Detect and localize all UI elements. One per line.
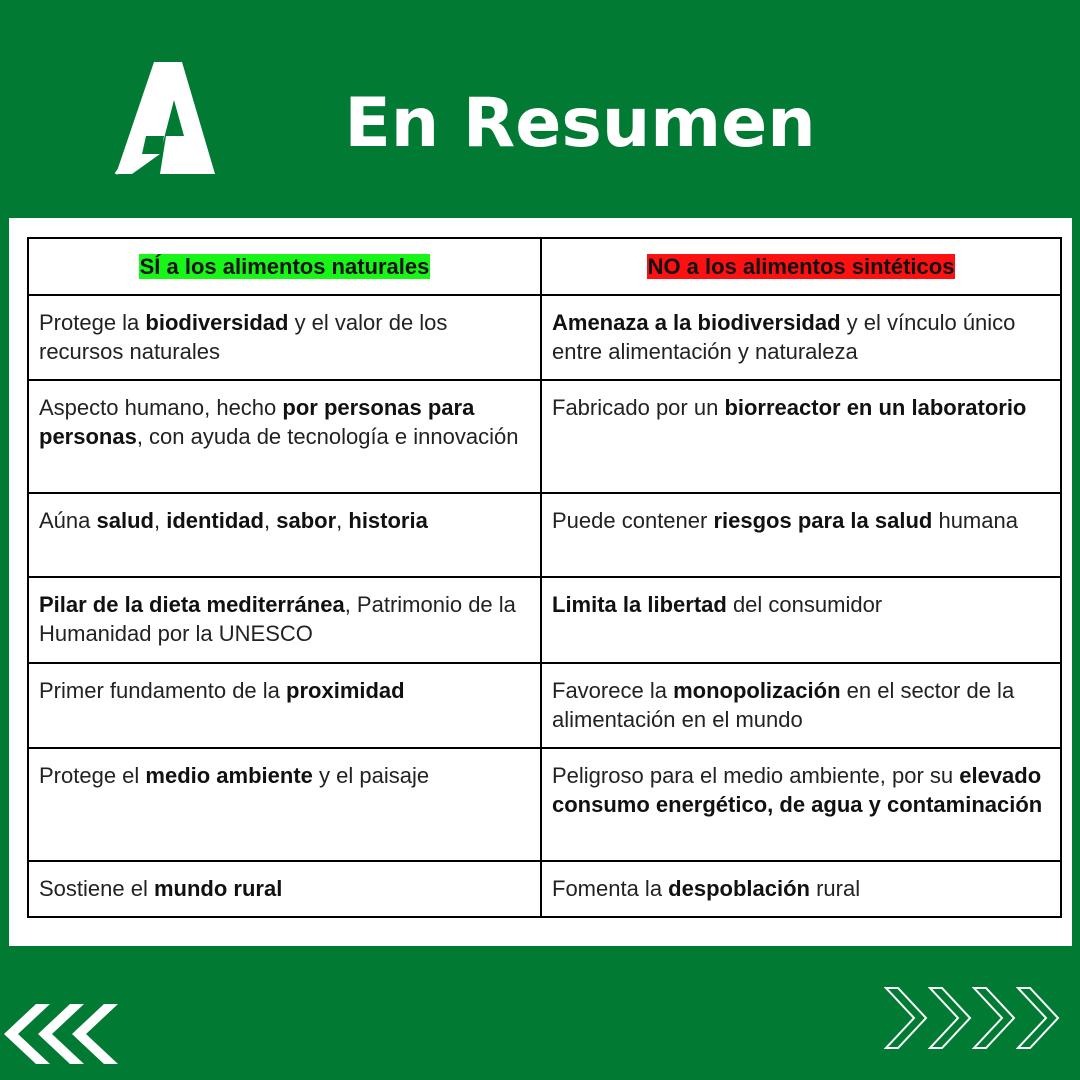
- table-row: [28, 380, 1061, 493]
- cell-yes: [28, 861, 541, 917]
- bold-text: Limita la libertad: [552, 592, 727, 617]
- bold-text: elevado consumo energético, de agua y contaminación: [552, 763, 1043, 817]
- text: Peligroso para el medio ambiente, por su: [552, 763, 960, 788]
- table-row: [28, 577, 1061, 663]
- table-header-row: [28, 238, 1061, 295]
- bold-text: biodiversidad: [145, 310, 289, 335]
- chevrons-right-icon: [884, 986, 1064, 1050]
- bold-text: Pilar de la dieta mediterránea: [39, 592, 345, 617]
- text: ,: [336, 508, 349, 533]
- text: y el valor de los recursos naturales: [39, 310, 448, 364]
- header-yes: [28, 238, 541, 295]
- bold-text: medio ambiente: [145, 763, 313, 788]
- summary-panel: [9, 218, 1072, 946]
- bold-text: monopolización: [673, 678, 841, 703]
- bold-text: Amenaza a la biodiversidad: [552, 310, 841, 335]
- next-button[interactable]: [884, 986, 1064, 1050]
- page-title: En Resumen: [344, 84, 816, 163]
- text: humana: [932, 508, 1018, 533]
- cell-no: [541, 861, 1061, 917]
- bold-text: salud: [96, 508, 154, 533]
- text: Sostiene el: [39, 876, 154, 901]
- text: en el sector de la alimentación en el mundo: [552, 678, 1015, 732]
- cell-yes: [28, 380, 541, 493]
- text: ,: [263, 508, 277, 533]
- table-row: [28, 295, 1061, 380]
- cell-yes: [28, 577, 541, 663]
- bold-text: mundo rural: [153, 876, 283, 901]
- text: Protege la: [39, 310, 146, 335]
- table-row: [28, 663, 1061, 748]
- text: Puede contener: [552, 508, 714, 533]
- table-row: [28, 861, 1061, 917]
- bold-text: proximidad: [286, 678, 405, 703]
- cell-yes: [28, 295, 541, 380]
- cell-no: [541, 380, 1061, 493]
- cell-yes: [28, 493, 541, 577]
- cell-no: [541, 295, 1061, 380]
- header-no-label: NO a los alimentos sintéticos: [647, 254, 955, 279]
- comparison-table: [27, 237, 1062, 918]
- cell-yes: [28, 663, 541, 748]
- text: Fabricado por un: [552, 395, 725, 420]
- text: Fomenta la: [552, 876, 669, 901]
- text: Protege el: [39, 763, 146, 788]
- bold-text: identidad: [166, 508, 264, 533]
- table-row: [28, 748, 1061, 861]
- cell-no: [541, 663, 1061, 748]
- text: del consumidor: [726, 592, 883, 617]
- header-yes-label: SÍ a los alimentos naturales: [139, 254, 430, 279]
- text: ,: [153, 508, 167, 533]
- text: rural: [809, 876, 861, 901]
- text: y el vínculo único entre alimentación y naturaleza: [552, 310, 1016, 364]
- bold-text: riesgos para la salud: [713, 508, 933, 533]
- table-row: [28, 493, 1061, 577]
- text: Aúna: [39, 508, 97, 533]
- bold-text: por personas para personas: [39, 395, 475, 449]
- cell-no: [541, 577, 1061, 663]
- previous-button[interactable]: [2, 1002, 120, 1066]
- text: Primer fundamento de la: [39, 678, 287, 703]
- cell-no: [541, 748, 1061, 861]
- text: , con ayuda de tecnología e innovación: [136, 424, 519, 449]
- bold-text: biorreactor en un laboratorio: [724, 395, 1027, 420]
- text: , Patrimonio de la Humanidad por la UNESCO: [39, 592, 516, 646]
- text: Aspecto humano, hecho: [39, 395, 283, 420]
- cell-yes: [28, 748, 541, 861]
- bold-text: sabor: [276, 508, 337, 533]
- header-no: [541, 238, 1061, 295]
- cell-no: [541, 493, 1061, 577]
- text: Favorece la: [552, 678, 674, 703]
- chevrons-left-icon: [2, 1002, 120, 1066]
- text: y el paisaje: [312, 763, 430, 788]
- bold-text: historia: [348, 508, 428, 533]
- bold-text: despoblación: [668, 876, 810, 901]
- letter-a-logo: [112, 60, 217, 178]
